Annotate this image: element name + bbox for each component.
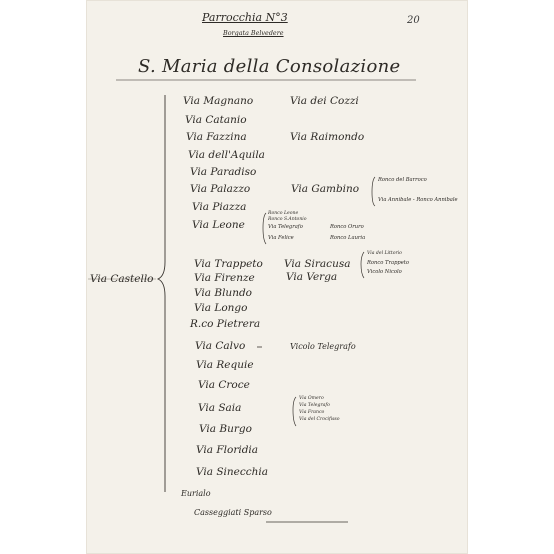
street-item: Via Magnano xyxy=(183,95,254,107)
street-item: Via Sinecchia xyxy=(196,466,269,478)
street-item: Via dell'Aquila xyxy=(188,149,265,161)
branch-item: Ronco del Barroco xyxy=(378,177,427,183)
branch-item: Via Telegrafo xyxy=(268,224,303,230)
street-item-col2: Vicolo Telegrafo xyxy=(290,342,356,351)
branch-item: Via del Littorio xyxy=(367,251,402,256)
street-item-col2: Via Siracusa xyxy=(284,258,351,270)
parish-heading: Parrocchia N°3 xyxy=(202,11,288,24)
street-item-col2: Via Gambino xyxy=(291,183,360,195)
street-item: Via Catanio xyxy=(185,114,247,126)
street-item: Via Leone xyxy=(192,219,245,231)
street-item: Via Saia xyxy=(198,402,242,414)
branch-item: Via Felice xyxy=(268,235,294,241)
branch-item: Ronco Oruro xyxy=(330,224,364,230)
page-number: 20 xyxy=(407,15,420,26)
branch-item: Via Telegrafo xyxy=(299,403,330,408)
branch-item: Ronco Trappeto xyxy=(367,260,409,266)
left-label: Via Castello xyxy=(90,273,154,285)
branch-item: Ronco Leone xyxy=(268,211,299,216)
street-item: Via Floridia xyxy=(196,444,259,456)
branch-item: Via del Crocifisso xyxy=(299,417,340,422)
street-item: Via Palazzo xyxy=(190,183,251,195)
street-item-col2: Via Verga xyxy=(286,271,338,283)
street-item: Via Trappeto xyxy=(194,258,263,270)
street-item: Via Burgo xyxy=(199,423,252,435)
branch-item: Ronco Lauria xyxy=(330,235,366,241)
street-item-col2: Via Raimondo xyxy=(290,131,365,143)
branch-item: Via Omero xyxy=(299,396,324,401)
street-item-col2: Via dei Cozzi xyxy=(290,95,359,107)
street-item: Via Piazza xyxy=(192,201,247,213)
footer-item: Eurialo xyxy=(181,489,211,498)
street-item: Via Blundo xyxy=(194,287,252,299)
branch-item: Via Annibale - Ronco Annibale xyxy=(378,197,458,203)
branch-item: Ronco S.Antonio xyxy=(268,217,307,222)
branch-item: Vicolo Nicolo xyxy=(367,269,402,275)
street-item: Via Requie xyxy=(196,359,254,371)
street-item: Via Croce xyxy=(198,379,250,391)
street-item: Via Calvo xyxy=(195,340,246,352)
document-title: S. Maria della Consolazione xyxy=(138,56,401,77)
footer-item: Casseggiati Sparso xyxy=(194,508,272,517)
branch-item: Via Franco xyxy=(299,410,325,415)
street-item: Via Paradiso xyxy=(190,166,257,178)
district-subtitle: Borgata Belvedere xyxy=(223,29,284,37)
street-item: Via Fazzina xyxy=(186,131,247,143)
street-item: Via Longo xyxy=(194,302,248,314)
document-page xyxy=(86,0,468,554)
street-item: Via Firenze xyxy=(194,272,255,284)
street-item: R.co Pietrera xyxy=(190,318,261,330)
